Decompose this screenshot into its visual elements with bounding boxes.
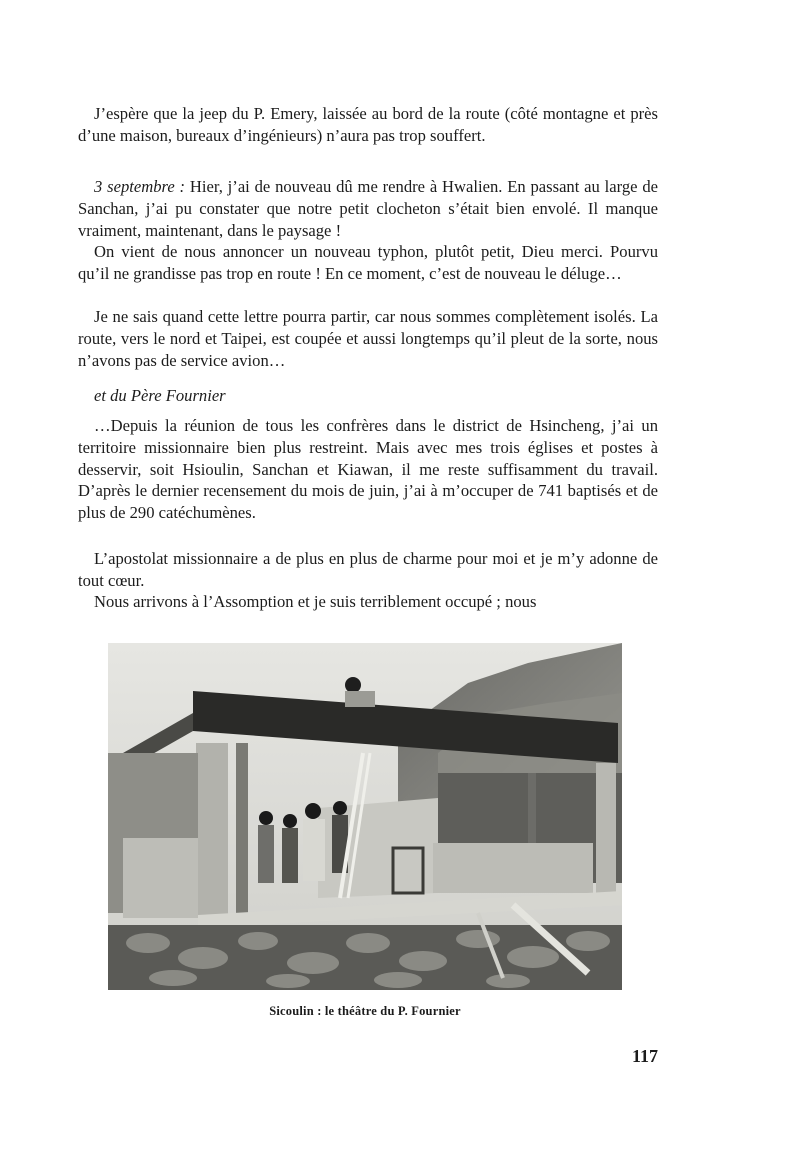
paragraph-text: On vient de nous annoncer un nouveau typhon, plutôt petit, Dieu merci. Pourvu qu’il ne grandisse pas trop en route ! En ce moment, c’est de nouveau le déluge… bbox=[78, 242, 658, 283]
bamboo-fence bbox=[433, 843, 593, 893]
left-railing bbox=[123, 838, 198, 918]
post-right bbox=[596, 763, 616, 903]
paragraph-text: Nous arrivons à l’Assomption et je suis terriblement occupé ; nous bbox=[94, 592, 537, 611]
paragraph-district bbox=[78, 415, 658, 524]
paragraph-text bbox=[78, 176, 658, 241]
paragraph-text: Je ne sais quand cette lettre pourra partir, car nous sommes complètement isolés. La route, vers le nord et Taipei, est coupée et aussi longtemps qu’il pleut de la sorte, nous n’avons pas de service avion… bbox=[78, 307, 658, 370]
person-on-roof-head bbox=[345, 677, 361, 693]
paragraph-isolated bbox=[78, 306, 658, 371]
page-number: 117 bbox=[631, 1046, 658, 1066]
paragraph-body: Hier, j’ai de nouveau dû me rendre à Hwalien. En passant au large de Sanchan, j’ai pu constater que notre petit clocheton s’était bien envolé. Il manque vraiment, maintenant, dans le paysage ! bbox=[78, 177, 658, 240]
paragraph-text: L’apostolat missionnaire a de plus en plus de charme pour moi et je m’y adonne de tout cœur. bbox=[78, 549, 658, 590]
paragraph-text: …Depuis la réunion de tous les confrères dans le district de Hsincheng, j’ai un territoire missionnaire bien plus restreint. Mais avec mes trois églises et postes à desservir, soit Hsioulin, Sanchan et Kiawan, il me reste suffisamment du travail. D’après le dernier recensement du mois de juin, j’ai à m’occuper de 741 baptisés et de plus de 290 catéchumènes. bbox=[78, 416, 658, 523]
paragraph-apostolate bbox=[78, 548, 658, 592]
paragraph-text: J’espère que la jeep du P. Emery, laissée au bord de la route (côté montagne et près d’une maison, bureaux d’ingénieurs) n’aura pas trop souffert. bbox=[78, 104, 658, 145]
theatre-photo-illustration bbox=[108, 643, 622, 990]
date-label: 3 septembre : bbox=[94, 177, 186, 196]
theatre-photo bbox=[108, 643, 622, 990]
post-decorated bbox=[236, 743, 248, 918]
paragraph-september bbox=[78, 176, 658, 241]
post-left bbox=[196, 743, 228, 918]
paragraph-jeep bbox=[78, 103, 658, 147]
section-heading: et du Père Fournier bbox=[94, 386, 226, 405]
paragraph-assumption bbox=[78, 591, 658, 613]
photo-caption: Sicoulin : le théâtre du P. Fournier bbox=[269, 1004, 461, 1018]
person-on-roof-body bbox=[345, 691, 375, 707]
paragraph-typhoon bbox=[78, 241, 658, 285]
